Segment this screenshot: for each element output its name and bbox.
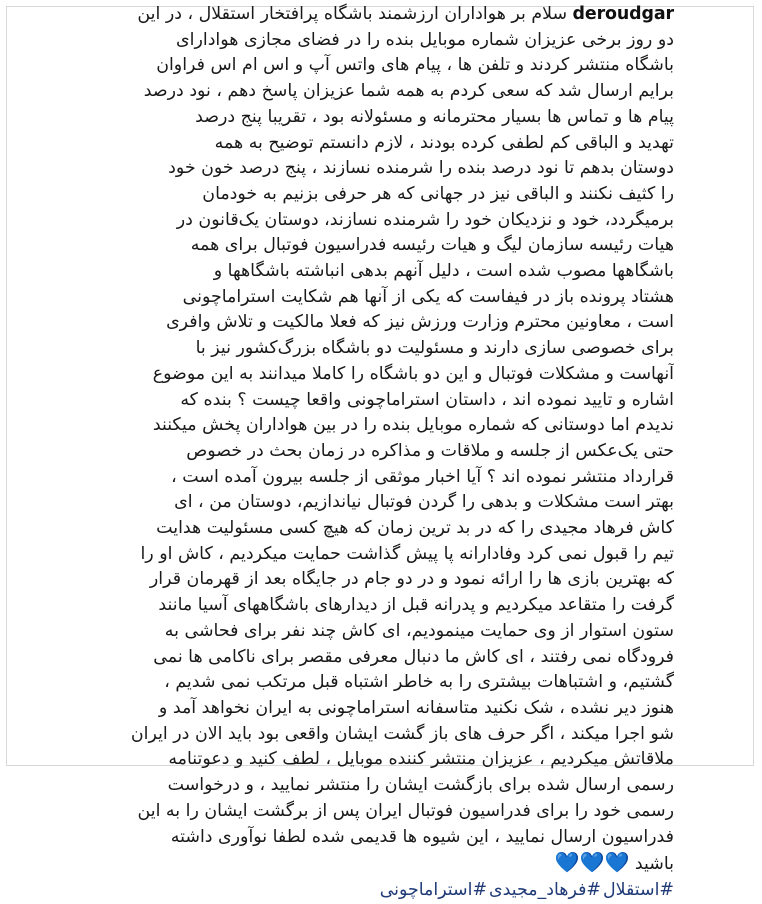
caption-line-first [82, 2, 674, 28]
caption-line: بهتر است مشکلات و بدهی را گردن فوتبال نیاندازیم، دوستان من ، ای [174, 492, 674, 513]
caption-line-last [82, 850, 674, 878]
caption-line: است ، معاونین محترم وزارت ورزش نیز که فعلا مالکیت و تلاش وافری [166, 312, 674, 333]
caption-line: فرودگاه نمی رفتند ، ای کاش ما دنبال معرفی مقصر برای ناکامی ها نمی [153, 646, 674, 667]
caption-line: دوستان بدهم تا نود درصد بنده را شرمنده نسازند ، پنج درصد خون خود [168, 158, 674, 179]
caption-line: حتی یک‌عکس از جلسه و ملاقات و مذاکره در زمان بحث در خصوص [186, 440, 674, 461]
post-caption [82, 2, 674, 904]
caption-line: اشاره و تایید نموده اند ، داستان استراماچونی واقعا چیست ؟ بنده که [180, 389, 674, 410]
caption-line: ندیدم اما دوستانی که شماره موبایل بنده را در بین هواداران پخش میکنند [152, 415, 674, 436]
caption-line: گشتیم، و اشتباهات بیشتری را به خاطر اشتباه قبل مرتکب نمی شدیم ، [164, 672, 674, 693]
caption-line: قرارداد منتشر نموده اند ؟ آیا اخبار موثقی از جلسه بیرون آمده است ، [171, 466, 674, 487]
caption-line: برای خصوصی سازی دارند و مسئولیت دو باشگاه بزرگ‌کشور نیز با [195, 338, 674, 359]
blue-heart-icons: 💙💙💙 [554, 850, 630, 875]
caption-line: پیام ها و تماس ها بسیار محترمانه و مسئولانه بود ، تقریبا پنج درصد [195, 106, 674, 127]
username-link[interactable]: deroudgar [572, 4, 674, 24]
caption-line: برمیگردد، خود و نزدیکان خود را شرمنده نسازند، دوستان یک‌قانون در [176, 209, 674, 230]
caption-line: که بهترین بازی ها را ارائه نمود و در دو جام در جایگاه بعد از قهرمان قرار [149, 569, 674, 590]
caption-line: رسمی خود را برای فدراسیون فوتبال ایران پس از برگشت ایشان را به این [137, 800, 674, 821]
caption-line: باشگاه منتشر کردند و تلفن ها ، پیام های واتس آپ و اس ام اس فراوان [156, 55, 674, 76]
caption-line: را کثیف نکنند و الباقی نیز در جهانی که هر حرفی بزنیم به خودمان [202, 183, 674, 204]
caption-line: کاش فرهاد مجیدی را که در بد ترین زمان که هیچ کسی مسئولیت هدایت [156, 518, 674, 539]
hashtag-list [82, 878, 674, 904]
caption-line: رسمی ارسال شده برای بازگشت ایشان را منتشر نمایید ، و درخواست [167, 775, 674, 796]
hashtag-link[interactable]: #استراماچونی [379, 879, 488, 900]
hashtag-link[interactable]: #فرهاد_مجیدی [489, 879, 601, 900]
caption-line: ملاقاتش میکردیم ، عزیزان منتشر کننده موبایل ، لطف کنید و دعوتنامه [168, 749, 674, 770]
caption-line: هیات رئیسه سازمان لیگ و هیات رئیسه فدراسیون فوتبال برای همه [190, 235, 674, 256]
caption-line: گرفت را متقاعد میکردیم و پدرانه قبل از دیدارهای باشگاههای آسیا مانند [158, 595, 674, 616]
caption-lines [82, 28, 674, 851]
caption-text: باشید [634, 854, 674, 875]
caption-line: شو اجرا میکند ، اگر حرف های باز گشت ایشان واقعی بود باید الان در ایران [130, 723, 674, 744]
caption-line: برایم ارسال شد که سعی کردم به همه شما عزیزان پاسخ دهم ، نود درصد [143, 81, 674, 102]
caption-line: هشتاد پرونده باز در فیفاست که یکی از آنها هم شکایت استراماچونی [182, 286, 674, 307]
caption-line: تیم را قبول نمی کرد وفادارانه پا پیش گذاشت حمایت میکردیم ، کاش او را [140, 543, 674, 564]
caption-line: ستون استوار از وی حمایت مینمودیم، ای کاش چند نفر برای فحاشی به [164, 620, 674, 641]
caption-line: فدراسیون ارسال نمایید ، این شیوه ها قدیمی شده لطفا نوآوری داشته [170, 826, 674, 847]
caption-line: باشگاهها مصوب شده است ، دلیل آنهم بدهی انباشته باشگاهها و [213, 261, 674, 282]
caption-line: دو روز برخی عزیزان شماره موبایل بنده را در فضای مجازی هوادارای [176, 29, 674, 50]
caption-text: سلام بر هواداران ارزشمند باشگاه پرافتخار استقلال ، در این [137, 4, 568, 24]
caption-line: هنوز دیر نشده ، شک نکنید متاسفانه استراماچونی به ایران نخواهد آمد و [158, 697, 674, 718]
caption-line: آنهاست و مشکلات فوتبال و این دو باشگاه را کاملا میدانند به این موضوع [152, 363, 674, 384]
hashtag-link[interactable]: #استقلال [602, 879, 674, 900]
caption-line: تهدید و الباقی کم لطفی کرده بودند ، لازم دانستم توضیح به همه [214, 132, 674, 153]
